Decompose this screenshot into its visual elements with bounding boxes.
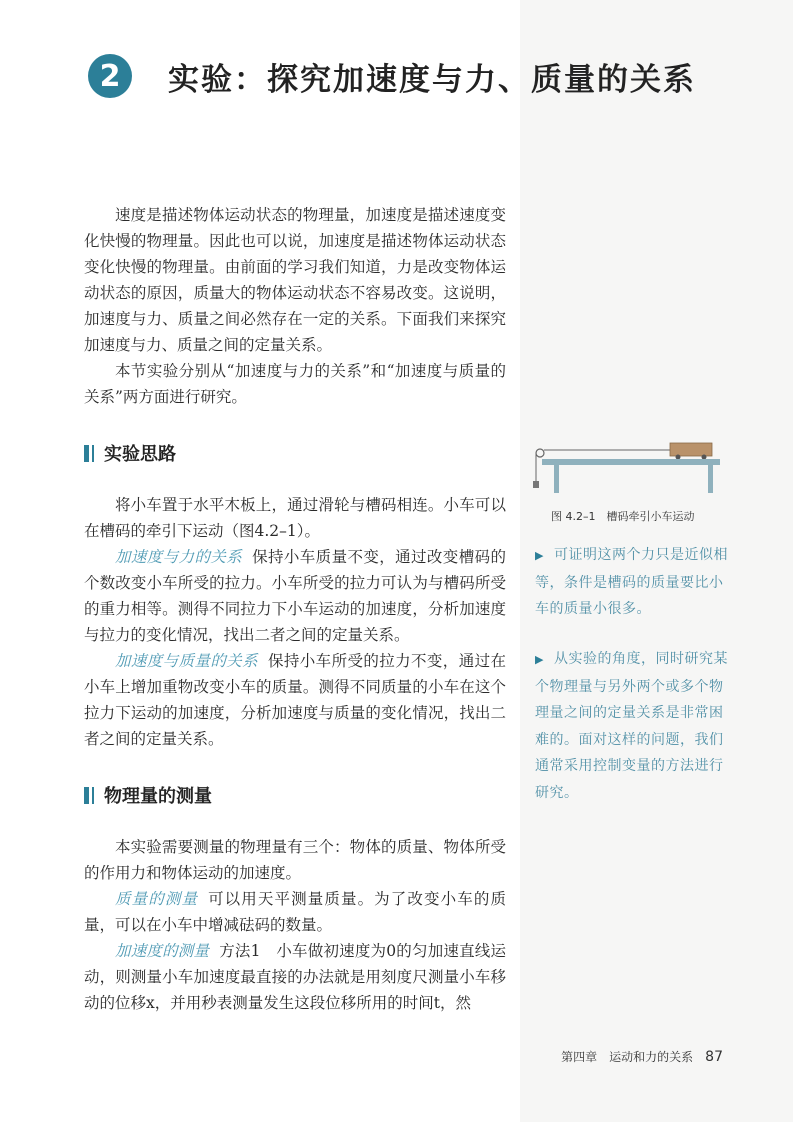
section-header [88,48,696,104]
page-number: 87 [705,1049,723,1065]
heading-text: 物理量的测量 [104,786,212,807]
cart-wheel [676,455,681,460]
topic-label: 加速度与力的关系 [115,548,243,566]
table-leg [708,465,713,493]
topic-body: 可以用天平测量质量。为了改变小车的质量，可以在小车中增减砝码的数量。 [84,890,506,934]
note-text: 从实验的角度，同时研究某个物理量与另外两个或多个物理量之间的定量关系是非常困难的。面对这样的问题，我们通常采用控制变量的方法进行研究。 [535,651,728,801]
margin-note-1 [535,542,735,623]
page-footer [561,1048,723,1065]
topic-label: 加速度的测量 [115,942,210,960]
table-leg [554,465,559,493]
pulley [536,449,544,457]
intro-paragraph-1: 速度是描述物体运动状态的物理量，加速度是描述速度变化快慢的物理量。因此也可以说，加速度是描述物体运动状态变化快慢的物理量。由前面的学习我们知道，力是改变物体运动状态的原因，质量大的物体运动状态不容易改变。这说明，加速度与力、质量之间必然存在一定的关系。下面我们来探究加速度与力、质量之间的定量关系。 [84,206,506,354]
measurement-intro-paragraph: 本实验需要测量的物理量有三个：物体的质量、物体所受的作用力和物体运动的加速度。 [84,838,506,882]
intro-paragraph-2: 本节实验分别从“加速度与力的关系”和“加速度与质量的关系”两方面进行研究。 [84,362,506,406]
heading-experiment-idea [84,440,506,466]
heading-text: 实验思路 [104,444,176,465]
hook-weight [533,481,539,488]
section-title: 实验：探究加速度与力、质量的关系 [168,61,696,98]
experiment-idea-paragraph: 将小车置于水平木板上，通过滑轮与槽码相连。小车可以在槽码的牵引下运动（图4.2–1）。 [84,496,506,540]
cart-body [670,443,712,456]
footer-chapter: 第四章 运动和力的关系 [561,1050,694,1064]
section-number-badge: 2 [88,54,132,98]
heading-measurement [84,782,506,808]
mass-relation-paragraph [84,648,506,752]
heading-bar-icon [84,445,94,462]
note-text: 可证明这两个力只是近似相等，条件是槽码的质量要比小车的质量小很多。 [535,547,728,617]
triangle-bullet-icon: ▶ [535,549,544,562]
cart-pulley-figure [530,437,730,497]
figure-caption: 图 4.2–1 槽码牵引小车运动 [551,510,695,523]
topic-label: 加速度与质量的关系 [115,652,259,670]
topic-body: 保持小车质量不变，通过改变槽码的个数改变小车所受的拉力。小车所受的拉力可认为与槽码所受的重力相等。测得不同拉力下小车运动的加速度，分析加速度与拉力的变化情况，找出二者之间的定量关系。 [84,548,506,644]
main-text-column [84,202,506,1016]
topic-body: 保持小车所受的拉力不变，通过在小车上增加重物改变小车的质量。测得不同质量的小车在这个拉力下运动的加速度，分析加速度与质量的变化情况，找出二者之间的定量关系。 [84,652,506,748]
margin-note-2 [535,646,735,806]
topic-label: 质量的测量 [115,890,199,908]
topic-body: 方法1 小车做初速度为0的匀加速直线运动，则测量小车加速度最直接的办法就是用刻度尺测量小车移动的位移x，并用秒表测量发生这段位移所用的时间t，然 [84,942,506,1012]
acceleration-measurement-paragraph [84,938,506,1016]
force-relation-paragraph [84,544,506,648]
heading-bar-icon [84,787,94,804]
triangle-bullet-icon: ▶ [535,653,544,666]
cart-wheel [702,455,707,460]
mass-measurement-paragraph [84,886,506,938]
board [542,459,720,465]
